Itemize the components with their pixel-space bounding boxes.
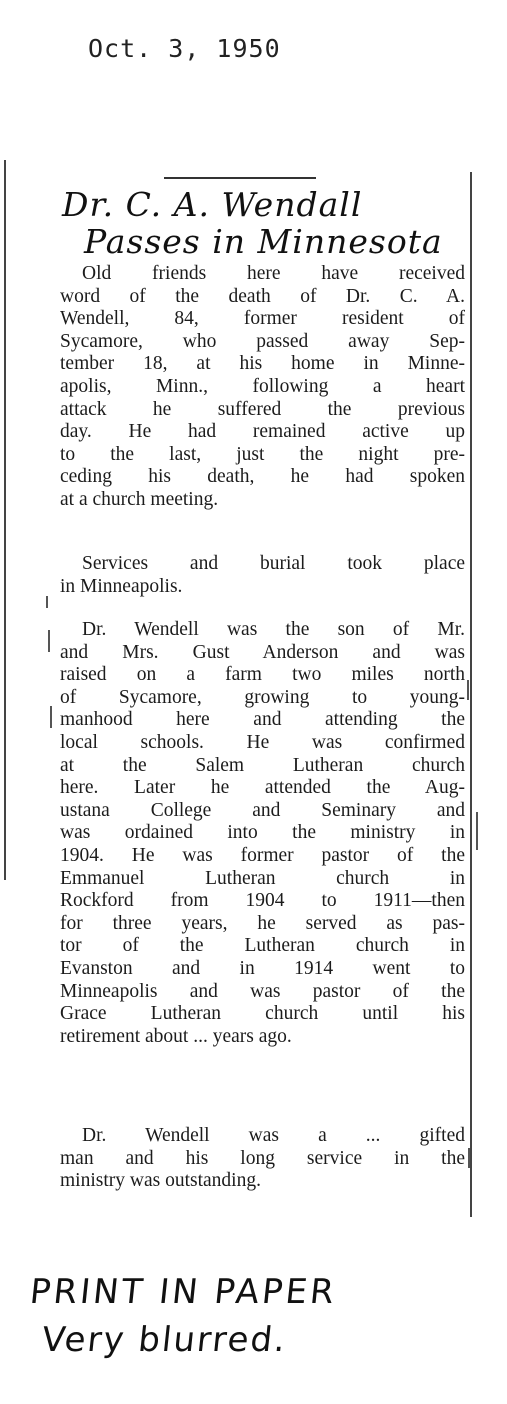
handwritten-note-line-2: Very blurred. [39, 1320, 290, 1360]
print-smudge [467, 680, 469, 700]
article-line: day. He had remained active up [60, 421, 465, 443]
article-line: Sycamore, who passed away Sep- [60, 330, 465, 352]
article-line: Minneapolis and was pastor of the [60, 980, 465, 1002]
article-line: man and his long service in the [60, 1147, 465, 1169]
article-line: word of the death of Dr. C. A. [60, 285, 465, 307]
date-stamp: Oct. 3, 1950 [88, 34, 281, 63]
headline-line-2: Passes in Minnesota [84, 222, 443, 261]
article-line: tor of the Lutheran church in [60, 935, 465, 957]
article-line: at a church meeting. [60, 488, 219, 510]
article-line: ministry was outstanding. [60, 1170, 261, 1192]
article-line: Rockford from 1904 to 1911—then [60, 890, 465, 912]
article-line: attack he suffered the previous [60, 398, 465, 420]
article-line: in Minneapolis. [60, 575, 183, 597]
article-line: at the Salem Lutheran church [60, 754, 465, 776]
article-line: to the last, just the night pre- [60, 443, 465, 465]
headline-rule [164, 177, 316, 179]
article-line: Old friends here have received [82, 263, 465, 284]
paragraph-1 [60, 263, 465, 512]
paragraph-3 [60, 619, 465, 1048]
article-line: Dr. Wendell was the son of Mr. [82, 619, 465, 640]
paragraph-2 [60, 553, 465, 598]
handwritten-note-line-1: PRINT IN PAPER [27, 1272, 339, 1312]
article-line: ceding his death, he had spoken [60, 466, 465, 488]
article-line: apolis, Minn., following a heart [60, 375, 465, 397]
article-line: manhood here and attending the [60, 709, 465, 731]
headline-line-1: Dr. C. A. Wendall [62, 185, 363, 224]
article-line: Dr. Wendell was a ... gifted [82, 1125, 465, 1146]
article-line: 1904. He was former pastor of the [60, 844, 465, 866]
article-line: was ordained into the ministry in [60, 822, 465, 844]
article-line: and Mrs. Gust Anderson and was [60, 641, 465, 663]
article-line: Evanston and in 1914 went to [60, 957, 465, 979]
article-line: Emmanuel Lutheran church in [60, 867, 465, 889]
scan-edge-left [4, 160, 6, 880]
article-line: raised on a farm two miles north [60, 664, 465, 686]
scan-edge-right [470, 172, 472, 1217]
article-line: for three years, he served as pas- [60, 912, 465, 934]
article-line: tember 18, at his home in Minne- [60, 353, 465, 375]
paragraph-4 [60, 1125, 465, 1193]
article-line: retirement about ... years ago. [60, 1025, 292, 1047]
print-smudge [46, 596, 48, 608]
article-line: Wendell, 84, former resident of [60, 308, 465, 330]
article-line: ustana College and Seminary and [60, 799, 465, 821]
article-line: here. Later he attended the Aug- [60, 777, 465, 799]
print-smudge [476, 812, 478, 850]
print-smudge [468, 1148, 470, 1168]
article-line: of Sycamore, growing to young- [60, 686, 465, 708]
article-line: Grace Lutheran church until his [60, 1003, 465, 1025]
article-line: local schools. He was confirmed [60, 731, 465, 753]
article-line: Services and burial took place [82, 553, 465, 574]
print-smudge [50, 706, 52, 728]
print-smudge [48, 630, 50, 652]
